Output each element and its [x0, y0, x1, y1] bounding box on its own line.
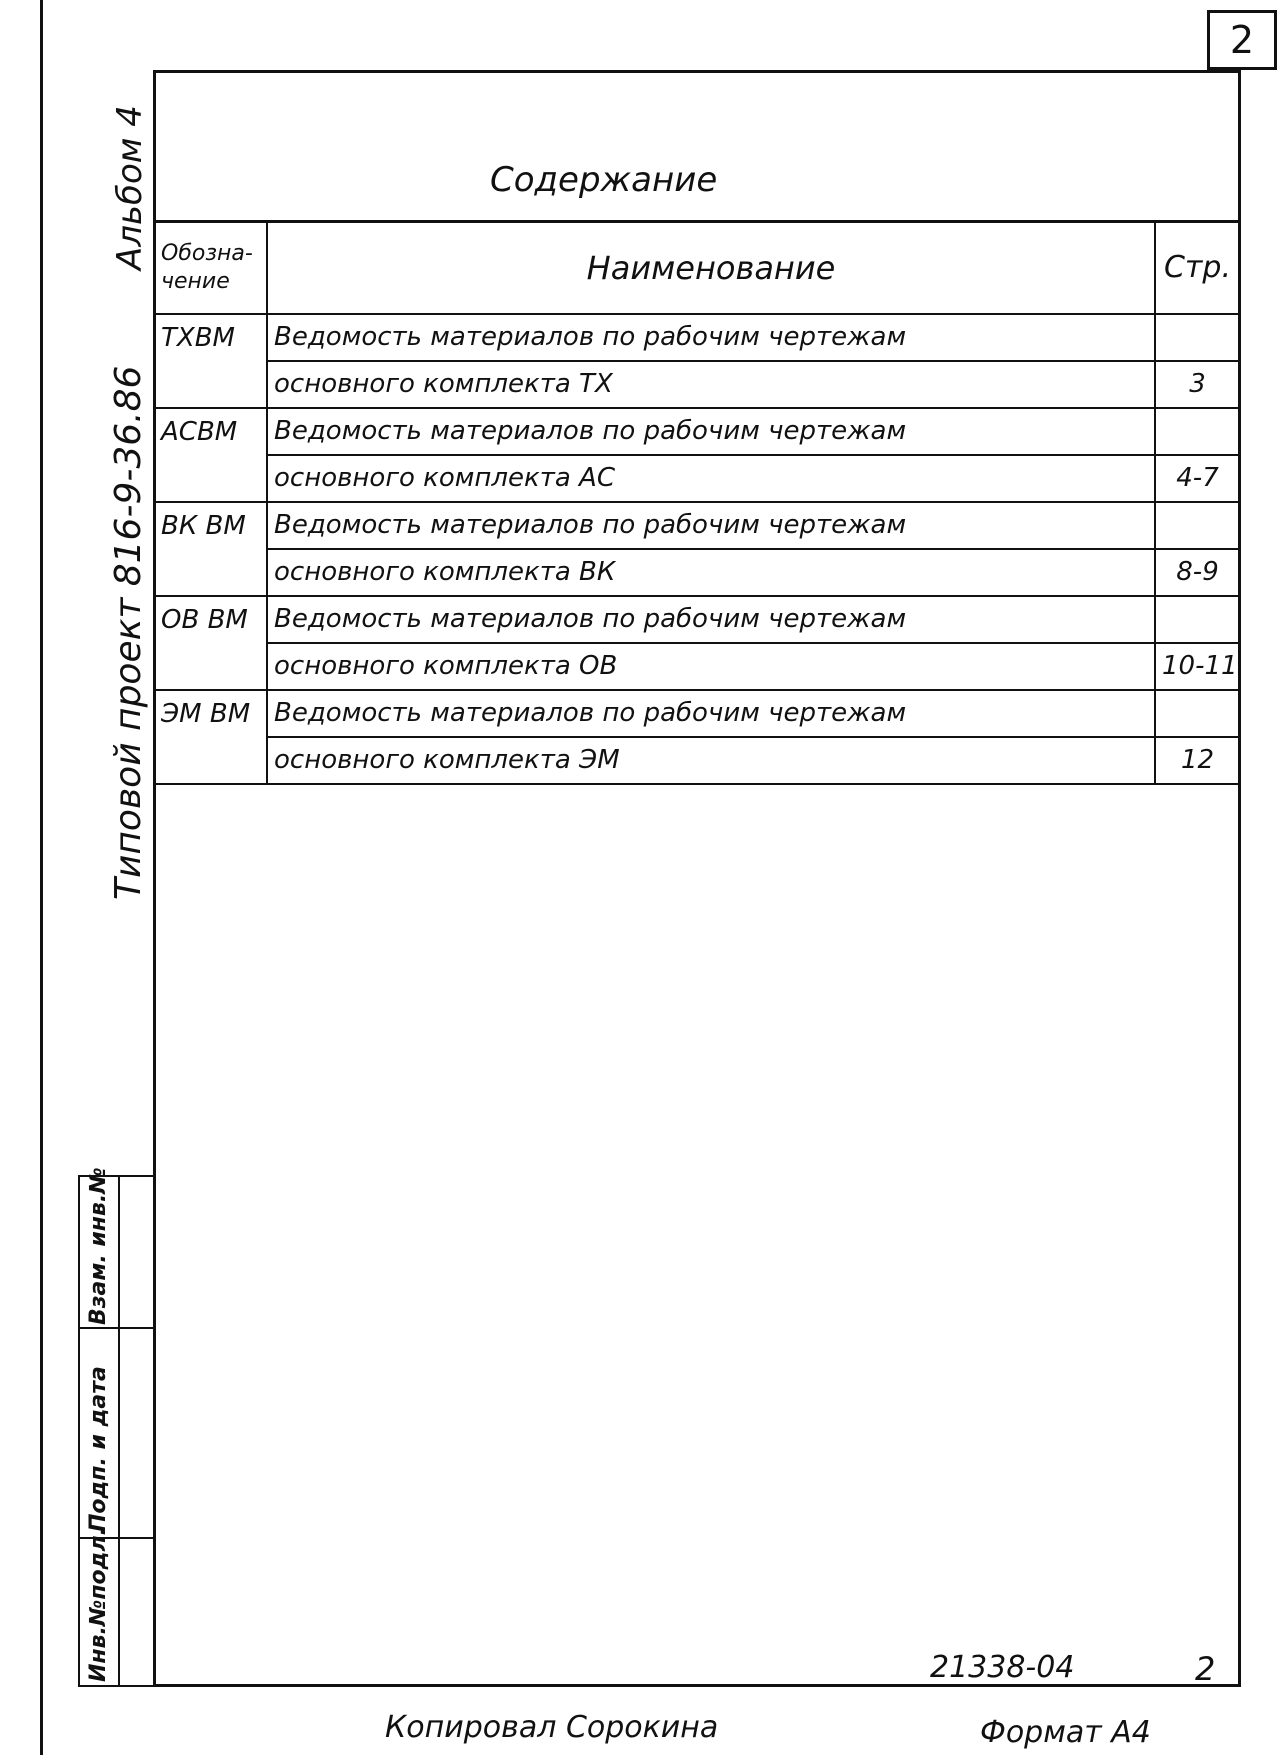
row-page: 8-9: [1155, 549, 1240, 596]
row-name-line1: Ведомость материалов по рабочим чертежам: [267, 314, 1155, 361]
row-code: ЭМ ВМ: [154, 690, 267, 737]
row-page: 3: [1155, 361, 1240, 408]
project-label: Типовой проект 816-9-36.86: [108, 365, 149, 900]
stamp-inv-no-orig: Инв.№подл.: [86, 1527, 111, 1682]
header-code-line2: чение: [161, 268, 230, 294]
row-code-blank: [154, 361, 267, 408]
table-row: [154, 690, 1240, 737]
row-name-line2: основного комплекта АС: [267, 455, 1155, 502]
row-page-blank: [1155, 408, 1240, 455]
row-page: 4-7: [1155, 455, 1240, 502]
row-name-line1: Ведомость материалов по рабочим чертежам: [267, 690, 1155, 737]
row-name-line2: основного комплекта ВК: [267, 549, 1155, 596]
row-page-blank: [1155, 502, 1240, 549]
row-page: 10-11: [1155, 643, 1240, 690]
approval-stamp: [78, 1167, 156, 1687]
document-number: 21338-04: [930, 1650, 1075, 1685]
row-page-blank: [1155, 690, 1240, 737]
table-row: [154, 737, 1240, 784]
contents-table: [153, 220, 1241, 785]
row-code: АСВМ: [154, 408, 267, 455]
row-page: 12: [1155, 737, 1240, 784]
row-code-blank: [154, 455, 267, 502]
table-row: [154, 361, 1240, 408]
copied-by: Копировал Сорокина: [385, 1710, 719, 1745]
row-page-blank: [1155, 314, 1240, 361]
stamp-inner-divider: [118, 1177, 120, 1685]
document-title: Содержание: [490, 160, 718, 200]
row-name-line1: Ведомость материалов по рабочим чертежам: [267, 408, 1155, 455]
header-code: [154, 222, 267, 314]
table-row: [154, 455, 1240, 502]
album-label: Альбом 4: [110, 105, 150, 270]
row-page-blank: [1155, 596, 1240, 643]
row-code: ВК ВМ: [154, 502, 267, 549]
paper-format: Формат А4: [980, 1715, 1151, 1750]
stamp-replace-inv: Взам. инв.№: [86, 1167, 111, 1325]
row-name-line1: Ведомость материалов по рабочим чертежам: [267, 502, 1155, 549]
sheet-number: 2: [1195, 1650, 1216, 1688]
row-code-blank: [154, 643, 267, 690]
table-row: [154, 549, 1240, 596]
row-code-blank: [154, 549, 267, 596]
row-code: ОВ ВМ: [154, 596, 267, 643]
table-row: [154, 314, 1240, 361]
table-row: [154, 502, 1240, 549]
table-row: [154, 643, 1240, 690]
page-number: 2: [1207, 10, 1277, 70]
header-name: Наименование: [267, 222, 1155, 314]
row-name-line2: основного комплекта ЭМ: [267, 737, 1155, 784]
header-page: Стр.: [1155, 222, 1240, 314]
row-code: ТХВМ: [154, 314, 267, 361]
table-row: [154, 408, 1240, 455]
table-row: [154, 596, 1240, 643]
stamp-sign-date: Подп. и дата: [86, 1366, 111, 1532]
stamp-divider: [80, 1327, 154, 1329]
row-name-line2: основного комплекта ОВ: [267, 643, 1155, 690]
row-name-line2: основного комплекта ТХ: [267, 361, 1155, 408]
row-name-line1: Ведомость материалов по рабочим чертежам: [267, 596, 1155, 643]
header-code-line1: Обозна-: [161, 240, 253, 266]
table-header-row: [154, 222, 1240, 314]
row-code-blank: [154, 737, 267, 784]
